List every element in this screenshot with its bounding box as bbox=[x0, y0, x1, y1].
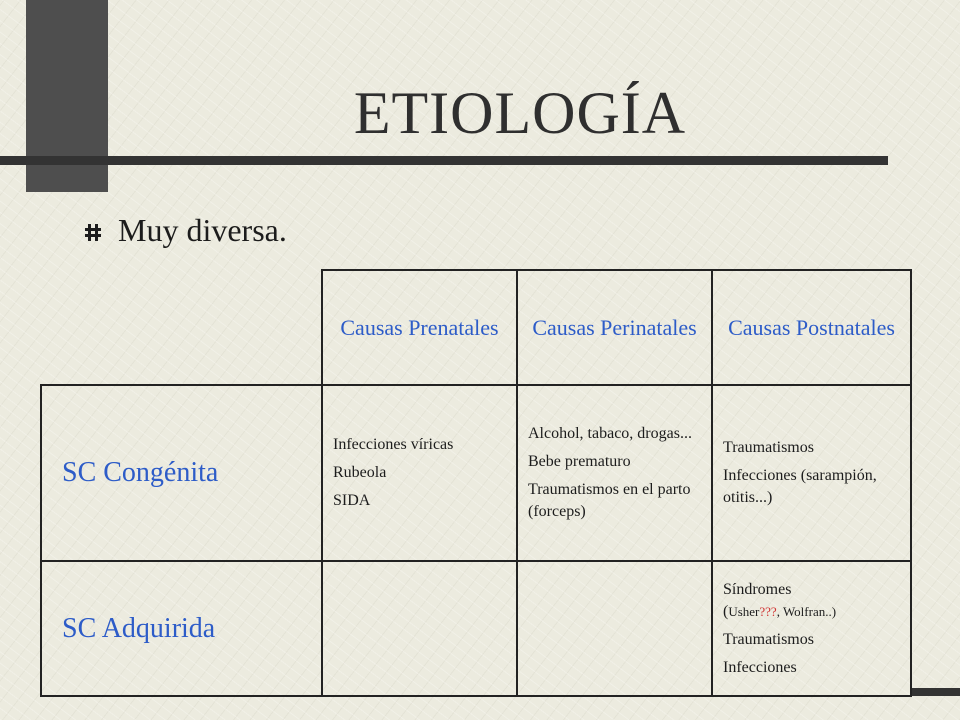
list-item: Rubeola bbox=[333, 464, 387, 481]
cell-adquirida-perinatal bbox=[518, 562, 711, 695]
wolfran-label: , Wolfran..) bbox=[776, 603, 837, 619]
row-label-congenita-text: SC Congénita bbox=[62, 457, 219, 488]
row-label-adquirida bbox=[42, 562, 321, 695]
bullet-text: Muy diversa. bbox=[118, 212, 287, 248]
paren-open: ( bbox=[723, 602, 729, 620]
header-perinatal-label: Causas Perinatales bbox=[532, 314, 697, 340]
table-line bbox=[910, 269, 912, 697]
list-item: Traumatismos bbox=[723, 630, 814, 648]
list-item bbox=[723, 579, 904, 623]
header-postnatal-label: Causas Postnatales bbox=[728, 314, 895, 340]
list-item: Infecciones (sarampión, otitis...) bbox=[723, 467, 877, 506]
etiology-table bbox=[40, 269, 912, 697]
list-item: Infecciones bbox=[723, 658, 797, 676]
list-item: Traumatismos bbox=[723, 439, 814, 456]
sindromes-label: Síndromes bbox=[723, 580, 792, 598]
cell-congenita-perinatal bbox=[518, 386, 711, 560]
cell-adquirida-prenatal bbox=[323, 562, 516, 695]
row-label-adquirida-text: SC Adquirida bbox=[62, 612, 216, 644]
title-underline-bar bbox=[0, 156, 888, 165]
cell-congenita-postnatal bbox=[713, 386, 910, 560]
bottom-decor-bar bbox=[912, 688, 960, 696]
list-item: Bebe prematuro bbox=[528, 453, 631, 470]
row-label-congenita bbox=[42, 386, 321, 560]
list-item: SIDA bbox=[333, 492, 371, 509]
list-item: Traumatismos en el parto (forceps) bbox=[528, 481, 691, 520]
list-item: Infecciones víricas bbox=[333, 436, 454, 453]
list-item: Alcohol, tabaco, drogas... bbox=[528, 425, 692, 442]
slide-title: ETIOLOGÍA bbox=[353, 80, 687, 146]
header-postnatal bbox=[713, 271, 910, 384]
header-prenatal bbox=[323, 271, 516, 384]
cell-adquirida-postnatal bbox=[713, 562, 910, 695]
header-prenatal-label: Causas Prenatales bbox=[340, 314, 499, 340]
table-line bbox=[40, 695, 912, 697]
cell-congenita-prenatal bbox=[323, 386, 516, 560]
header-perinatal bbox=[518, 271, 711, 384]
hash-bullet-icon bbox=[82, 221, 104, 243]
question-marks: ??? bbox=[759, 603, 777, 619]
usher-label: Usher bbox=[728, 603, 760, 619]
bullet-row bbox=[82, 210, 287, 250]
